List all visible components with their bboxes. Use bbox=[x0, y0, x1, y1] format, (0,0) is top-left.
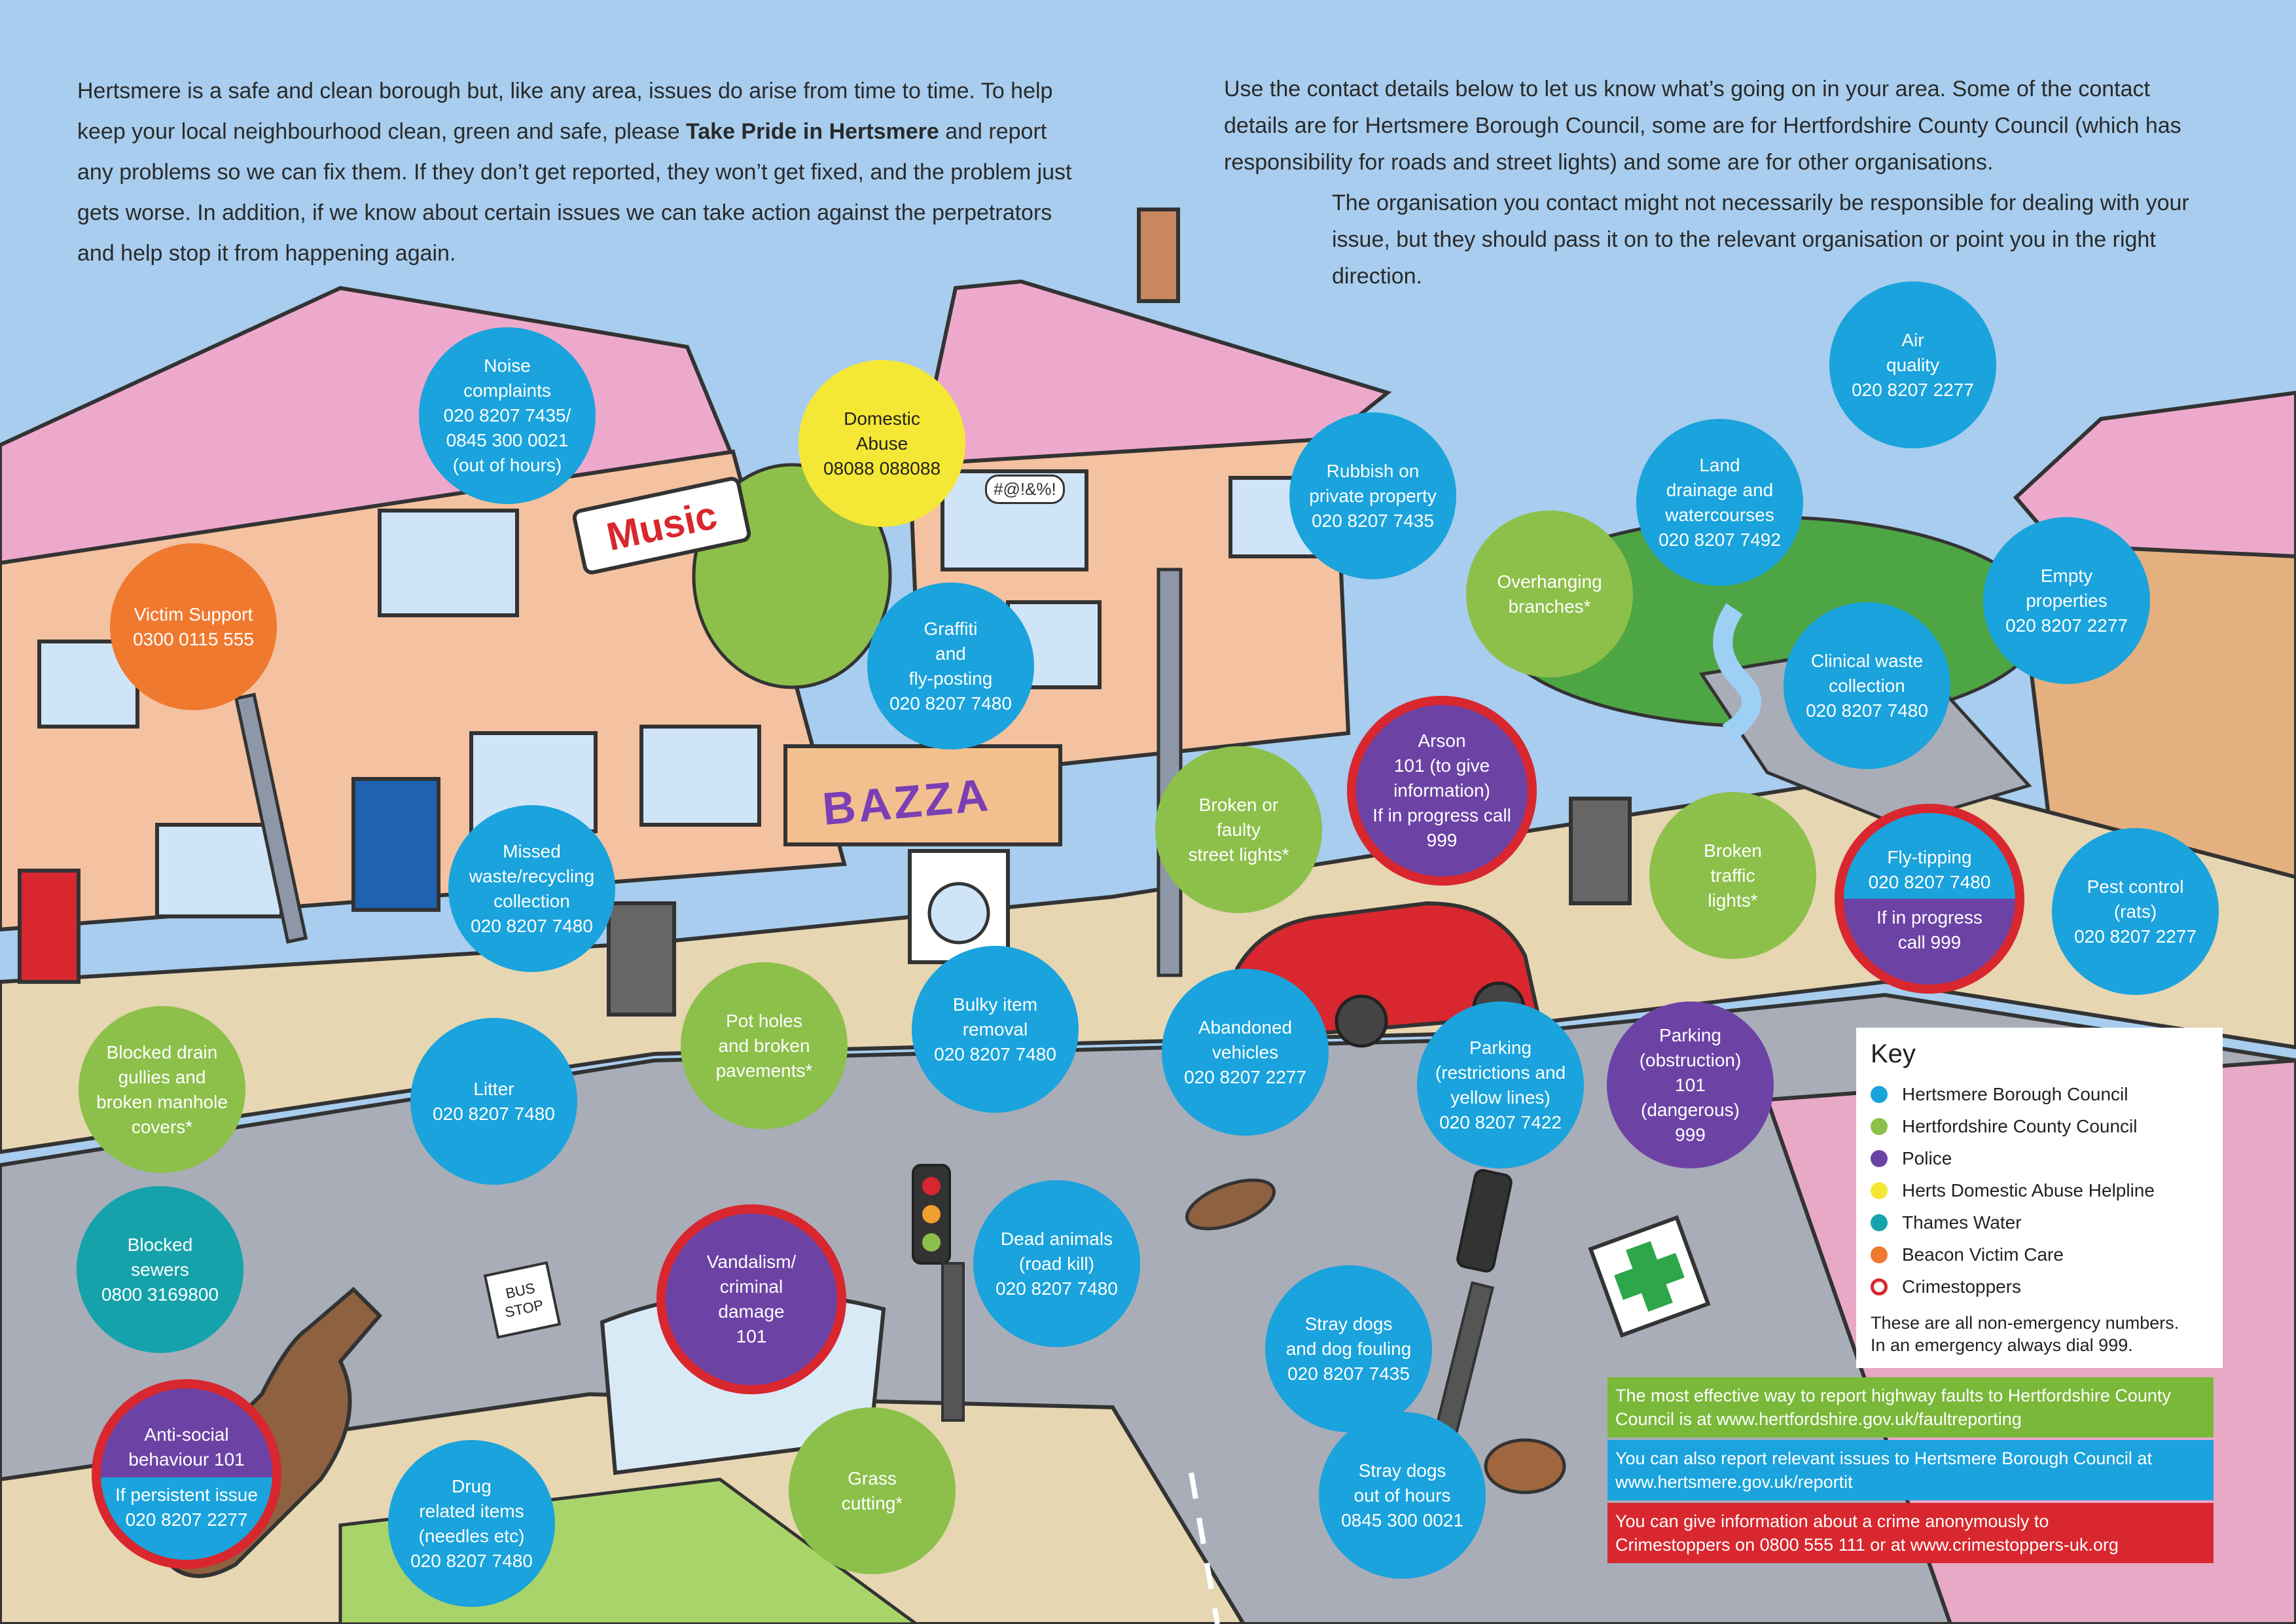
machine-door bbox=[929, 884, 988, 943]
bubble-stray-dogs-ooh: Stray dogs out of hours 0845 300 0021 bbox=[1319, 1412, 1486, 1579]
bubble-blocked-drain: Blocked drain gullies and broken manhole covers* bbox=[79, 1006, 245, 1173]
bubble-domestic-abuse: Domestic Abuse 08088 088088 bbox=[798, 360, 965, 527]
bubble-noise: Noise complaints 020 8207 7435/ 0845 300 0021 (out of hours) bbox=[419, 327, 596, 504]
window bbox=[380, 511, 517, 615]
key-label: Herts Domestic Abuse Helpline bbox=[1902, 1180, 2155, 1200]
bubble-dead-animals: Dead animals (road kill) 020 8207 7480 bbox=[973, 1180, 1140, 1347]
key-row bbox=[1871, 1078, 2208, 1110]
key-dot-orange-icon bbox=[1871, 1246, 1888, 1263]
graffiti-tag: BAZZA bbox=[820, 768, 993, 835]
key-row bbox=[1871, 1271, 2208, 1303]
anti-social-bottom: If persistent issue 020 8207 2277 bbox=[115, 1485, 258, 1530]
bubble-pot-holes: Pot holes and broken pavements* bbox=[681, 962, 848, 1129]
bubble-stray-dogs-fouling: Stray dogs and dog fouling 020 8207 7435 bbox=[1265, 1265, 1432, 1432]
key-label: Hertfordshire County Council bbox=[1902, 1115, 2138, 1136]
chimney bbox=[1139, 209, 1178, 301]
traffic-light-green bbox=[922, 1233, 941, 1252]
window bbox=[157, 825, 281, 916]
bubble-graffiti: Graffiti and fly-posting 020 8207 7480 bbox=[867, 583, 1034, 749]
intro-right-para1: Use the contact details below to let us know what’s going on in your area. Some of the contact details are for Hertsmere Borough Council, some are for Hertfordshire County Council (which has responsibility for roads and street lights) and some are for other organisations. bbox=[1224, 77, 2181, 175]
music-sign: Music bbox=[571, 475, 752, 576]
crimestoppers-info: You can give information about a crime anonymously to Crimestoppers on 0800 555 111 or at www.crimestoppers-uk.org bbox=[1607, 1503, 2214, 1563]
bubble-clinical-waste: Clinical waste collection 020 8207 7480 bbox=[1784, 602, 1950, 769]
key-label: Beacon Victim Care bbox=[1902, 1244, 2064, 1265]
fly-tipping-bottom: If in progress call 999 bbox=[1876, 907, 1982, 952]
intro-left-part2: and report any problems so we can fix them. If they don’t get reported, they won’t get fixed, and the problem just gets worse. In addition, if we know about certain issues we can take action against the perpetrators and help stop it from happening again. bbox=[77, 119, 1072, 266]
window bbox=[641, 727, 759, 825]
door bbox=[353, 779, 439, 910]
bubble-street-lights: Broken or faulty street lights* bbox=[1155, 746, 1322, 913]
bubble-land-drainage: Land drainage and watercourses 020 8207 7492 bbox=[1636, 419, 1803, 586]
car-wheel bbox=[1336, 996, 1386, 1046]
bubble-bulky-item: Bulky item removal 020 8207 7480 bbox=[912, 946, 1079, 1113]
bubble-grass: Grass cutting* bbox=[789, 1407, 956, 1574]
intro-left bbox=[77, 71, 1079, 274]
bubble-rubbish: Rubbish on private property 020 8207 7435 bbox=[1289, 412, 1456, 579]
key-panel bbox=[1856, 1028, 2223, 1368]
bubble-anti-social bbox=[92, 1379, 281, 1569]
bubble-victim-support: Victim Support 0300 0115 555 bbox=[110, 543, 277, 710]
bubble-traffic-lights: Broken traffic lights* bbox=[1649, 792, 1816, 959]
bubble-air-quality: Air quality 020 8207 2277 bbox=[1829, 281, 1996, 448]
bubble-abandoned-vehicles: Abandoned vehicles 020 8207 2277 bbox=[1162, 969, 1329, 1136]
key-dot-teal-icon bbox=[1871, 1214, 1888, 1231]
wheelie-bin bbox=[609, 903, 674, 1015]
key-label: Hertsmere Borough Council bbox=[1902, 1083, 2128, 1104]
bubble-pest-control: Pest control (rats) 020 8207 2277 bbox=[2052, 828, 2219, 995]
key-row bbox=[1871, 1110, 2208, 1142]
traffic-light-red bbox=[922, 1177, 941, 1195]
anti-social-top: Anti-social behaviour 101 bbox=[128, 1424, 245, 1470]
key-dot-yellow-icon bbox=[1871, 1182, 1888, 1199]
bubble-blocked-sewers: Blocked sewers 0800 3169800 bbox=[77, 1186, 243, 1353]
traffic-light-pole bbox=[942, 1263, 963, 1420]
bubble-overhanging: Overhanging branches* bbox=[1466, 511, 1633, 677]
highway-faults-info: The most effective way to report highway faults to Hertfordshire County Council is at www.hertfordshire.gov.uk/faultreporting bbox=[1607, 1377, 2214, 1437]
fly-tipping-top: Fly-tipping 020 8207 7480 bbox=[1868, 847, 1991, 892]
key-note: These are all non-emergency numbers. In an emergency always dial 999. bbox=[1871, 1313, 2179, 1355]
hertsmere-report-info: You can also report relevant issues to Hertsmere Borough Council at www.hertsmere.gov.uk/reportit bbox=[1607, 1440, 2214, 1500]
bubble-arson: Arson 101 (to give information) If in progress call 999 bbox=[1347, 696, 1537, 886]
dog bbox=[1486, 1440, 1564, 1492]
door bbox=[20, 871, 79, 982]
key-row bbox=[1871, 1174, 2208, 1206]
bus-stop-sign: BUS STOP bbox=[484, 1261, 562, 1339]
key-ring-red-icon bbox=[1871, 1278, 1888, 1295]
key-dot-purple-icon bbox=[1871, 1150, 1888, 1167]
key-title: Key bbox=[1871, 1039, 1916, 1068]
key-label: Crimestoppers bbox=[1902, 1276, 2022, 1297]
bubble-litter: Litter 020 8207 7480 bbox=[410, 1018, 577, 1185]
key-dot-blue-icon bbox=[1871, 1086, 1888, 1103]
bubble-fly-tipping bbox=[1835, 804, 2024, 994]
key-row bbox=[1871, 1206, 2208, 1238]
key-row bbox=[1871, 1142, 2208, 1174]
bubble-empty-properties: Empty properties 020 8207 2277 bbox=[1983, 517, 2150, 684]
bubble-parking-obstruction: Parking (obstruction) 101 (dangerous) 999 bbox=[1607, 1001, 1774, 1168]
key-label: Police bbox=[1902, 1147, 1952, 1168]
bubble-drug: Drug related items (needles etc) 020 8207 7480 bbox=[388, 1440, 555, 1607]
key-row bbox=[1871, 1238, 2208, 1271]
bubble-missed-waste: Missed waste/recycling collection 020 8207 7480 bbox=[448, 805, 615, 972]
traffic-light-amber bbox=[922, 1205, 941, 1223]
bubble-parking-restrictions: Parking (restrictions and yellow lines) 020 8207 7422 bbox=[1417, 1001, 1584, 1168]
key-label: Thames Water bbox=[1902, 1212, 2022, 1233]
intro-right-para2: The organisation you contact might not necessarily be responsible for dealing with your issue, but they should pass it on to the relevant organisation or point you in the right direction. bbox=[1332, 190, 2189, 289]
key-dot-green-icon bbox=[1871, 1118, 1888, 1135]
speech-bubble: #@!&%! bbox=[985, 475, 1065, 504]
bubble-vandalism: Vandalism/ criminal damage 101 bbox=[656, 1204, 846, 1394]
take-pride-bold: Take Pride in Hertsmere bbox=[686, 119, 939, 144]
intro-left-part1: Hertsmere is a safe and clean borough but, like any area, issues do arise from time to time. To help keep your local neighbourhood clean, green and safe, please bbox=[77, 79, 1053, 144]
wheelie-bin bbox=[1571, 799, 1630, 903]
